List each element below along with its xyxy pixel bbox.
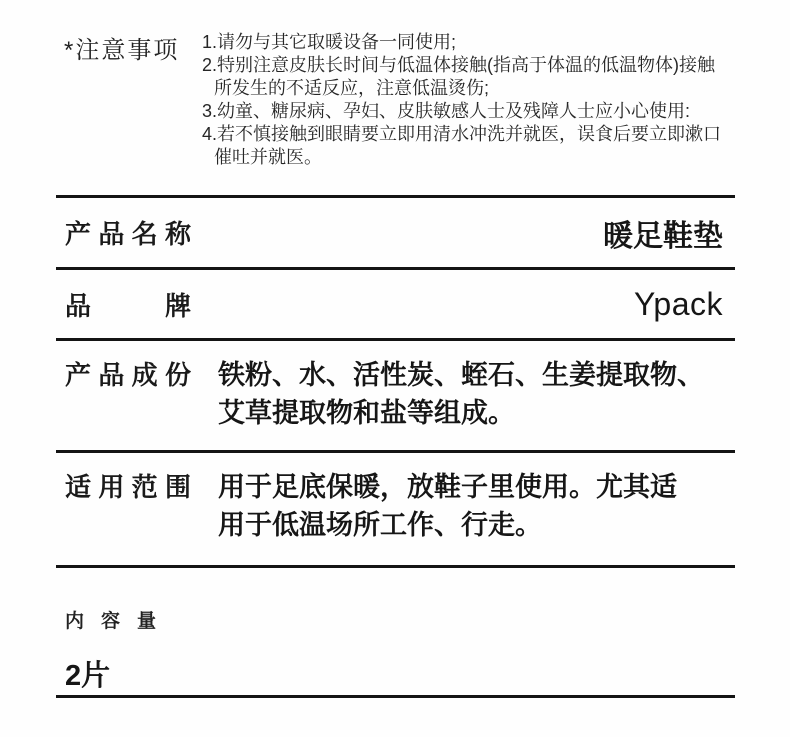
usage-line-1: 用于足底保暖，放鞋子里使用。尤其适 [218,472,677,502]
row-usage [56,450,735,565]
content-amount-label: 内容量 [65,611,174,632]
product-name-label: 产品名称 [65,219,191,249]
precaution-item-2: 2.特别注意皮肤长时间与低温体接触(指高于体温的低温物体)接触 [202,55,715,75]
precaution-item-4: 4.若不慎接触到眼睛要立即用清水冲洗并就医，误食后要立即漱口 [202,124,722,144]
product-name-value: 暖足鞋垫 [603,219,723,253]
precaution-item-2-cont: 所发生的不适反应，注意低温烫伤; [214,78,489,98]
brand-label: 品牌 [65,290,191,321]
row-ingredients [56,338,735,450]
precautions-label: *注意事项 [64,37,180,64]
row-product-name [56,195,735,267]
row-brand [56,267,735,338]
precaution-item-3: 3.幼童、糖尿病、孕妇、皮肤敏感人士及残障人士应小心使用: [202,101,691,121]
content-amount-value: 2片 [65,660,111,692]
ingredients-line-2: 艾草提取物和盐等组成。 [218,397,515,428]
brand-value: Ypack [633,285,723,322]
spec-table [56,195,735,698]
precautions-list [202,31,732,169]
precaution-item-4-cont: 催吐并就医。 [214,147,322,167]
row-content-amount [56,565,735,695]
ingredients-value [218,357,704,432]
ingredients-label: 产品成份 [65,360,191,390]
ingredients-line-1: 铁粉、水、活性炭、蛭石、生姜提取物、 [218,360,704,390]
usage-line-2: 用于低温场所工作、行走。 [218,509,542,540]
usage-value [218,469,677,544]
precaution-item-1: 1.请勿与其它取暖设备一同使用; [202,32,457,52]
usage-label: 适用范围 [65,472,191,502]
